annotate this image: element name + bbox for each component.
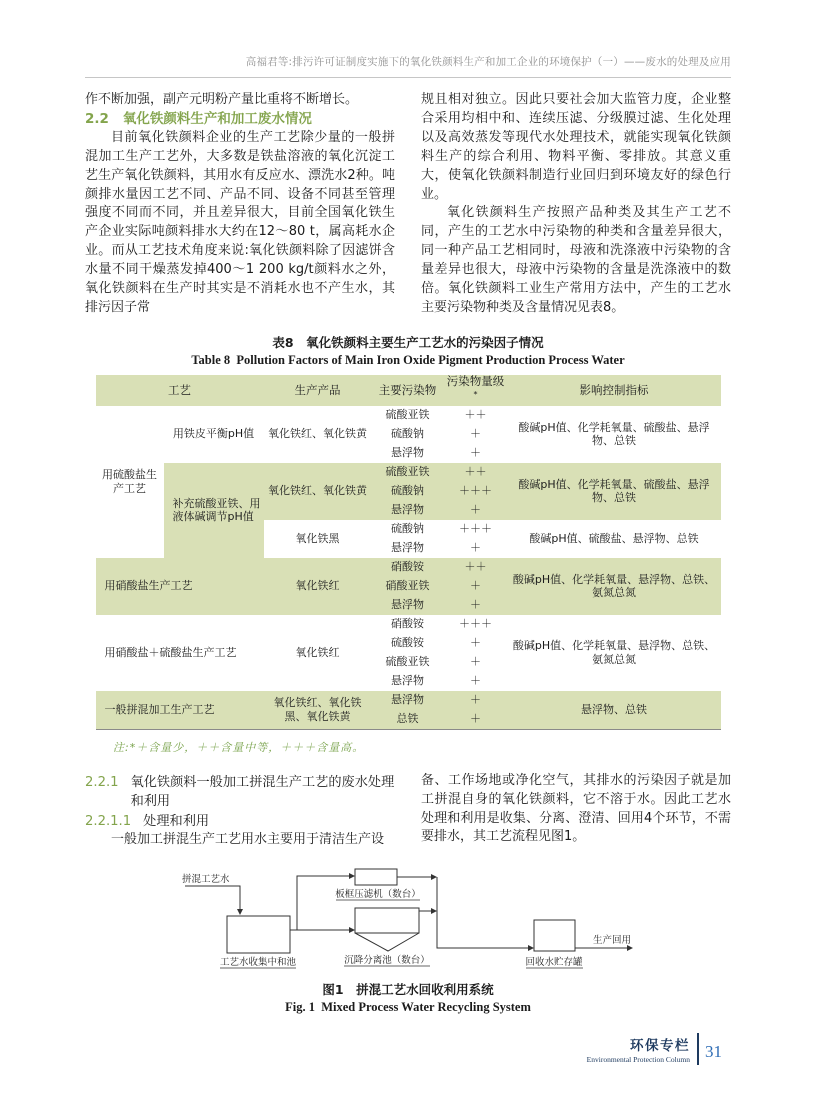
footer-column-zh: 环保专栏 [630,1038,690,1054]
flow-output-label: 生产回用 [593,934,632,946]
flow-input-label: 拼混工艺水 [182,873,230,885]
flow-line [437,877,529,948]
table-header-cell: 影响控制指标 [508,375,721,406]
table-header-cell: 污染物量级* [444,375,508,406]
table-row [96,691,721,710]
table-cell: 硫酸亚铁 [372,406,444,425]
table-cell: ＋ [444,653,508,672]
body-text: 目前氧化铁颜料企业的生产工艺除少量的一般拼混加工生产工艺外，大多数是铁盐溶液的氧化沉淀工艺生产氧化铁颜料，其用水有反应水、漂洗水2种。吨颜排水量因工艺不同、产品不同、设备不同甚至管理强度不同而不同，并且差异很大，目前全国氧化铁生产企业实际吨颜料排水大约在12～80 t，属高耗水企业。而从工艺技术角度来说:氧化铁颜料除了因滤饼含水量不同干燥蒸发掉400～1 200 kg/t颜料水之外，氧化铁颜料在生产时其实是不消耗水也不产生水，其排污因子常 [85,129,395,315]
table-cell: ＋＋ [444,406,508,425]
table-title-zh: 表8 氧化铁颜料主要生产工艺水的污染因子情况 [272,334,544,350]
table-cell: 悬浮物 [372,539,444,558]
table-cell: 氧化铁红、氧化铁黑、氧化铁黄 [264,691,372,730]
table-cell: 硝酸铵 [372,615,444,634]
table-header-cell: 主要污染物 [372,375,444,406]
body-text: 氧化铁颜料生产按照产品种类及其生产工艺不同，产生的工艺水中污染物的种类和含量差异很大，同一种产品工艺相同时，母液和洗涤液中污染物的含量差异也很大，母液中污染物的含量是洗涤液中的数倍。氧化铁颜料工业生产常用方法中，产生的工艺水主要污染物种类及含量情况见表8。 [421,205,731,315]
arrow-right-icon [431,908,437,914]
arrow-right-icon [528,945,534,951]
table8 [96,375,721,730]
footer-column-en: Environmental Protection Column [586,1055,690,1064]
table-cell: 悬浮物 [372,596,444,615]
table-header-cell: 生产产品 [264,375,372,406]
table-cell: ＋ [444,425,508,444]
table-header-cell: 工艺 [96,375,264,406]
flow-line [185,886,240,910]
table-cell: 悬浮物 [372,444,444,463]
right-column-top [421,91,731,318]
table-cell: 用铁皮平衡pH值 [164,406,264,463]
body-text: 一般加工拼混生产工艺用水主要用于清洁生产设 [111,831,385,847]
table-row [96,463,721,482]
arrow-right-icon [431,874,437,880]
arrow-right-icon [349,927,355,933]
table-cell: 用硝酸盐＋硫酸盐生产工艺 [96,615,264,691]
table-cell: 氧化铁红 [264,558,372,615]
table-cell: ＋ [444,672,508,691]
table-cell: 酸碱pH值、硫酸盐、悬浮物、总铁 [508,520,721,558]
table-cell: ＋ [444,444,508,463]
page-content [85,54,731,1015]
table-cell: 硝酸亚铁 [372,577,444,596]
recycle-tank-label: 回收水贮存罐 [525,956,583,968]
body-text: 规且相对独立。因此只要社会加大监管力度，企业整合采用均相中和、连续压滤、分级膜过滤、生化处理以及高效蒸发等现代水处理技术，就能实现氧化铁颜料生产的综合利用、物料平衡、零排放。其意义重大，使氧化铁颜料制造行业回归到环境友好的绿色行业。 [421,92,731,202]
left-column-top [85,91,395,318]
section-heading-2-2-1-1 [85,812,395,831]
table-cell: ＋＋ [444,558,508,577]
table-cell: ＋＋＋ [444,520,508,539]
figure1 [85,858,731,1015]
right-column-bottom [421,772,731,850]
body-text: 作不断加强，副产元明粉产量比重将不断增长。 [85,92,359,107]
running-header: 高福君等:排污许可证制度实施下的氧化铁颜料生产和加工企业的环境保护（一）——废水的处理及应用 [245,56,731,68]
figure-caption-zh: 图1 拼混工艺水回收利用系统 [322,981,494,997]
table-cell: 氧化铁红、氧化铁黄 [264,463,372,520]
table-cell: 悬浮物、总铁 [508,691,721,730]
table-cell: 硫酸钠 [372,425,444,444]
table-title-en: Table 8 Pollution Factors of Main Iron Oxide Pigment Production Process Water [191,352,625,367]
table-cell: 悬浮物 [372,501,444,520]
table-cell: ＋ [444,596,508,615]
table-cell: 用硝酸盐生产工艺 [96,558,264,615]
table-cell: ＋ [444,501,508,520]
body-columns-bottom [85,772,731,850]
filter-press-box [355,869,397,885]
table-cell: 一般拼混加工生产工艺 [96,691,264,730]
flow-line [290,876,350,930]
table-row [96,406,721,425]
section-heading-2-2-1 [85,773,395,811]
table-cell: 酸碱pH值、化学耗氧量、悬浮物、总铁、氨氮总氮 [508,615,721,691]
section-number: 2.2 [85,110,109,127]
table-cell: 总铁 [372,710,444,730]
section-title: 氧化铁颜料一般加工拼混生产工艺的废水处理和利用 [130,774,395,809]
table-cell: ＋ [444,577,508,596]
section-title: 处理和利用 [143,813,210,829]
footer-column-name [587,1034,690,1064]
table-cell: 悬浮物 [372,691,444,710]
footer-divider-bar [697,1033,699,1065]
left-column-bottom [85,772,395,850]
table-cell: ＋ [444,710,508,730]
table-cell: 硝酸铵 [372,558,444,577]
figure-caption-en: Fig. 1 Mixed Process Water Recycling System [285,999,531,1014]
table-cell: ＋ [444,539,508,558]
settling-tank-box [355,908,419,933]
filter-press-label: 板框压滤机（数台） [335,888,421,900]
table-cell: 用硫酸盐生产工艺 [96,406,164,558]
section-number: 2.2.1 [85,774,119,790]
table-cell: 硫酸钠 [372,482,444,501]
table-row [96,558,721,577]
table-cell: ＋ [444,691,508,710]
table-cell: 氧化铁红 [264,615,372,691]
table-cell: 硫酸亚铁 [372,653,444,672]
page-number: 31 [705,1042,722,1061]
header-rule [85,77,731,78]
table-cell: ＋＋＋ [444,615,508,634]
footnote-marker: * [473,390,478,400]
table-cell: 补充硫酸亚铁、用液体碱调节pH值 [164,463,264,558]
table-cell: ＋ [444,634,508,653]
section-number: 2.2.1.1 [85,813,132,829]
table-cell: 氧化铁黑 [264,520,372,558]
table-cell: ＋＋＋ [444,482,508,501]
table-cell: 酸碱pH值、化学耗氧量、硫酸盐、悬浮物、总铁 [508,406,721,463]
recycle-tank-box [534,920,575,951]
collect-pool-label: 工艺水收集中和池 [219,956,297,968]
body-text: 备、工作场地或净化空气，其排水的污染因子就是加工拼混自身的氧化铁颜料，它不溶于水。因此工艺水处理和利用是收集、分离、澄清、回用4个环节，不需要排水，其工艺流程见图1。 [421,772,731,845]
table-cell: 酸碱pH值、化学耗氧量、硫酸盐、悬浮物、总铁 [508,463,721,520]
flow-diagram [137,858,677,976]
arrow-down-icon [237,909,243,915]
body-columns-top [85,91,731,318]
table-row [96,615,721,634]
table-header-row [96,375,721,406]
page-footer [587,1033,722,1065]
table-cell: 氧化铁红、氧化铁黄 [264,406,372,463]
table-cell: 硫酸亚铁 [372,463,444,482]
arrow-right-icon [349,873,355,879]
table-cell: 硫酸铵 [372,634,444,653]
section-heading-2-2 [85,110,395,129]
settling-tank-label: 沉降分离池（数台） [344,954,430,966]
table-cell: 酸碱pH值、化学耗氧量、悬浮物、总铁、氨氮总氮 [508,558,721,615]
table-cell: 悬浮物 [372,672,444,691]
table-cell: ＋＋ [444,463,508,482]
table-cell: 硫酸钠 [372,520,444,539]
table-note: 注:*＋含量少，＋＋含量中等，＋＋＋含量高。 [113,740,365,754]
settling-funnel [355,933,419,951]
section-title: 氧化铁颜料生产和加工废水情况 [122,110,312,127]
collect-pool-box [227,916,290,953]
